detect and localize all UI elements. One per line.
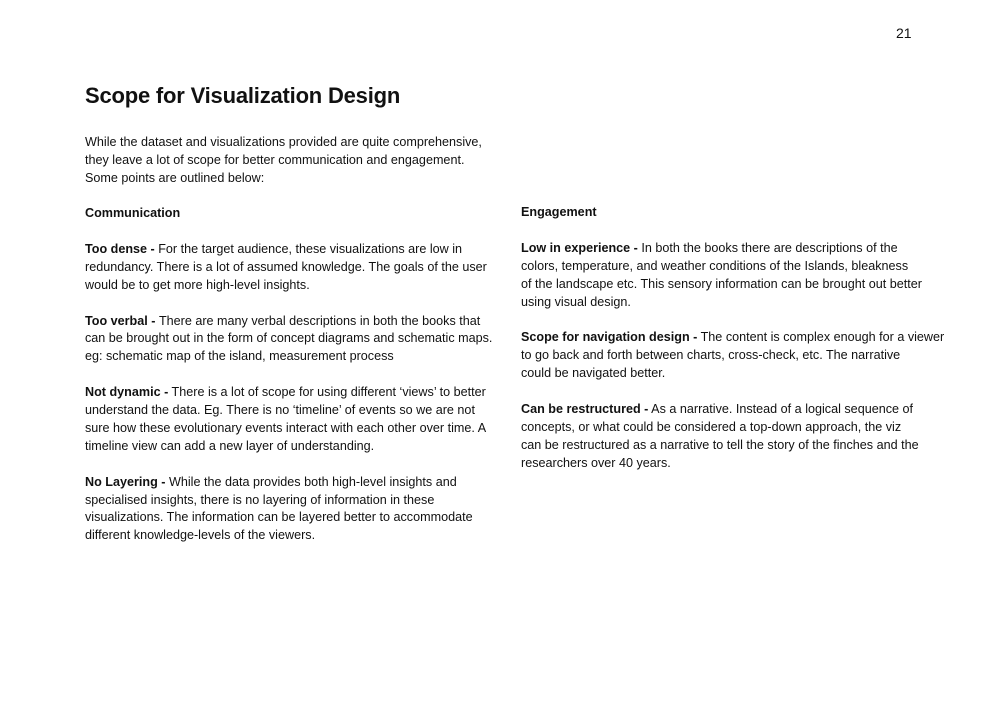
point-line: sure how these evolutionary events interact with each other over time. A xyxy=(85,420,487,435)
point-text: The content is complex enough for a viewer xyxy=(697,330,945,345)
point-line: using visual design. xyxy=(521,294,631,309)
point-line: different knowledge-levels of the viewers. xyxy=(85,528,316,543)
point-line: can be restructured as a narrative to tell the story of the finches and the xyxy=(521,437,919,452)
point-low-in-experience xyxy=(521,240,941,312)
intro-line: Some points are outlined below: xyxy=(85,171,265,185)
intro-line: While the dataset and visualizations provided are quite comprehensive, xyxy=(85,135,482,149)
point-line: could be navigated better. xyxy=(521,366,666,381)
point-no-layering xyxy=(85,474,505,546)
point-line: redundancy. There is a lot of assumed knowledge. The goals of the user xyxy=(85,259,487,274)
intro-paragraph xyxy=(85,133,505,187)
point-line: eg: schematic map of the island, measurement process xyxy=(85,349,394,364)
point-line: of the landscape etc. This sensory information can be brought out better xyxy=(521,276,922,291)
point-text: While the data provides both high-level insights and xyxy=(165,474,457,489)
point-text: As a narrative. Instead of a logical sequence of xyxy=(648,402,914,417)
engagement-heading: Engagement xyxy=(521,205,597,219)
point-line: would be to get more high-level insights. xyxy=(85,277,310,292)
point-line: colors, temperature, and weather conditions of the Islands, bleakness xyxy=(521,258,909,273)
point-text: There is a lot of scope for using different ‘views’ to better xyxy=(168,385,486,400)
point-term: Can be restructured - xyxy=(521,402,649,417)
point-text: In both the books there are descriptions of the xyxy=(637,240,898,255)
point-line: concepts, or what could be considered a top-down approach, the viz xyxy=(521,419,902,434)
communication-section xyxy=(85,205,505,563)
point-scope-for-navigation xyxy=(521,329,945,383)
communication-heading: Communication xyxy=(85,206,181,220)
point-too-verbal xyxy=(85,313,505,367)
point-line: understand the data. Eg. There is no ‘timeline’ of events so we are not xyxy=(85,403,475,418)
engagement-section xyxy=(521,204,945,491)
point-term: Scope for navigation design - xyxy=(521,330,698,345)
point-text: For the target audience, these visualizations are low in xyxy=(154,241,463,256)
page-number: 21 xyxy=(896,25,912,41)
point-line: researchers over 40 years. xyxy=(521,455,671,470)
point-not-dynamic xyxy=(85,384,505,456)
point-line: to go back and forth between charts, cross-check, etc. The narrative xyxy=(521,348,901,363)
point-term: Not dynamic - xyxy=(85,385,169,400)
point-too-dense xyxy=(85,241,505,295)
point-term: Too verbal - xyxy=(85,313,159,328)
point-term: No Layering - xyxy=(85,474,166,489)
point-text: There are many verbal descriptions in both the books that xyxy=(158,313,481,328)
page-title: Scope for Visualization Design xyxy=(85,83,401,108)
point-line: visualizations. The information can be layered better to accommodate xyxy=(85,510,473,525)
point-line: specialised insights, there is no layering of information in these xyxy=(85,492,435,507)
point-line: can be brought out in the form of concept diagrams and schematic maps. xyxy=(85,331,493,346)
point-term: Too dense - xyxy=(85,241,155,256)
intro-line: they leave a lot of scope for better communication and engagement. xyxy=(85,153,465,167)
point-line: timeline view can add a new layer of understanding. xyxy=(85,438,375,453)
point-can-be-restructured xyxy=(521,401,941,473)
point-term: Low in experience - xyxy=(521,240,638,255)
